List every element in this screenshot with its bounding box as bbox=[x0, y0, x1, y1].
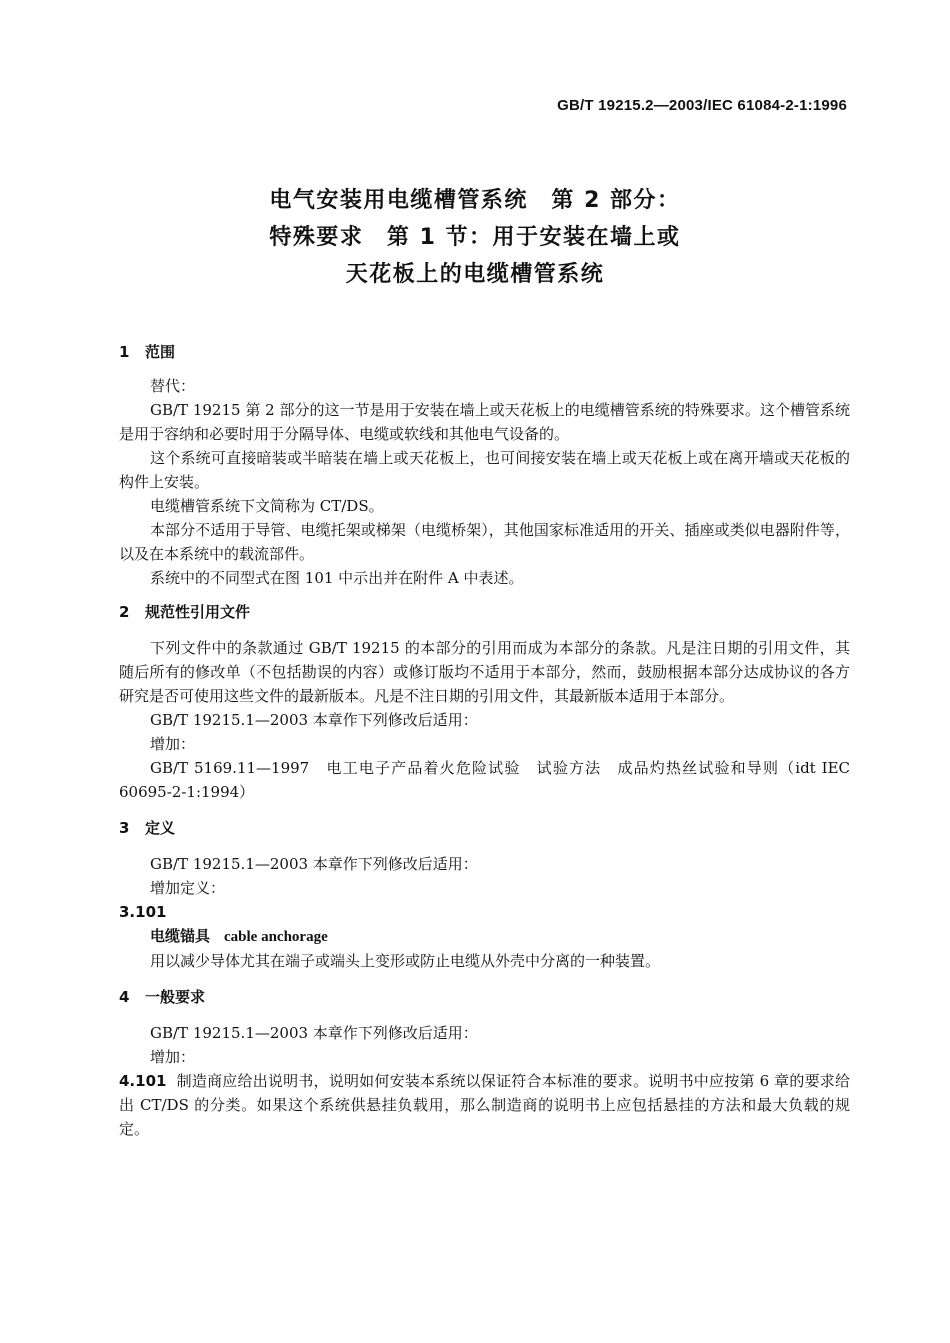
section-title: 一般要求 bbox=[145, 988, 206, 1006]
section-number: 4 bbox=[119, 988, 130, 1006]
section-title: 规范性引用文件 bbox=[145, 603, 251, 621]
term-definition: 用以减少导体尤其在端子或端头上变形或防止电缆从外壳中分离的一种装置。 bbox=[150, 952, 661, 970]
paragraph: 这个系统可直接暗装或半暗装在墙上或天花板上，也可间接安装在墙上或天花板上或在离开墙或天花板的构件上安装。 bbox=[119, 449, 850, 491]
paragraph: GB/T 19215.1—2003 本章作下列修改后适用： bbox=[150, 711, 478, 729]
section-heading bbox=[119, 816, 850, 840]
clause-number: 3.101 bbox=[119, 903, 167, 921]
term-english: cable anchorage bbox=[224, 929, 328, 945]
paragraph: 增加定义： bbox=[150, 879, 226, 897]
standard-code: GB/T 19215.2—2003/IEC 61084-2-1:1996 bbox=[557, 97, 847, 114]
section-heading bbox=[119, 985, 850, 1009]
section-title: 定义 bbox=[145, 819, 176, 837]
paragraph: 下列文件中的条款通过 GB/T 19215 的本部分的引用而成为本部分的条款。凡是注日期的引用文件，其随后所有的修改单（不包括勘误的内容）或修订版均不适用于本部分，然而，鼓励根据本部分达成协议的各方研究是否可使用这些文件的最新版本。凡是不注日期的引用文件，其最新版本适用于本部分。 bbox=[119, 639, 850, 705]
paragraph: GB/T 19215 第 2 部分的这一节是用于安装在墙上或天花板上的电缆槽管系统的特殊要求。这个槽管系统是用于容纳和必要时用于分隔导体、电缆或软线和其他电气设备的。 bbox=[119, 401, 850, 443]
term-entry bbox=[119, 924, 850, 949]
paragraph: 增加： bbox=[150, 735, 196, 753]
clause-text: 制造商应给出说明书，说明如何安装本系统以保证符合本标准的要求。说明书中应按第 6 章的要求给出 CT/DS 的分类。如果这个系统供悬挂负载用，那么制造商的说明书上应包括悬挂的方法和最大负载的规定。 bbox=[119, 1072, 850, 1138]
section-number: 1 bbox=[119, 343, 130, 361]
section-number: 2 bbox=[119, 603, 130, 621]
section-title: 范围 bbox=[145, 343, 176, 361]
title-line-1: 电气安装用电缆槽管系统 第 2 部分： bbox=[269, 188, 681, 213]
section-normative-references bbox=[119, 600, 850, 804]
term-chinese: 电缆锚具 bbox=[150, 927, 211, 945]
title-line-3: 天花板上的电缆槽管系统 bbox=[345, 262, 605, 287]
paragraph: 系统中的不同型式在图 101 中示出并在附件 A 中表述。 bbox=[150, 569, 524, 587]
paragraph: GB/T 19215.1—2003 本章作下列修改后适用： bbox=[150, 1024, 478, 1042]
title-line-2: 特殊要求 第 1 节：用于安装在墙上或 bbox=[269, 225, 681, 250]
section-heading bbox=[119, 340, 850, 364]
paragraph: 本部分不适用于导管、电缆托架或梯架（电缆桥架），其他国家标准适用的开关、插座或类似电器附件等，以及在本系统中的载流部件。 bbox=[119, 521, 850, 563]
paragraph: 电缆槽管系统下文简称为 CT/DS。 bbox=[150, 497, 384, 515]
section-scope bbox=[119, 340, 850, 590]
document-title bbox=[0, 182, 950, 293]
section-definitions bbox=[119, 816, 850, 973]
paragraph: 替代： bbox=[150, 377, 196, 395]
paragraph: GB/T 19215.1—2003 本章作下列修改后适用： bbox=[150, 855, 478, 873]
section-number: 3 bbox=[119, 819, 130, 837]
paragraph: GB/T 5169.11—1997 电工电子产品着火危险试验 试验方法 成品灼热丝试验和导则（idt IEC 60695-2-1:1994） bbox=[119, 759, 850, 801]
section-heading bbox=[119, 600, 850, 624]
paragraph: 增加： bbox=[150, 1048, 196, 1066]
document-body bbox=[119, 340, 850, 1141]
clause-paragraph bbox=[119, 1069, 850, 1141]
clause-number: 4.101 bbox=[119, 1072, 167, 1090]
section-general-requirements bbox=[119, 985, 850, 1141]
